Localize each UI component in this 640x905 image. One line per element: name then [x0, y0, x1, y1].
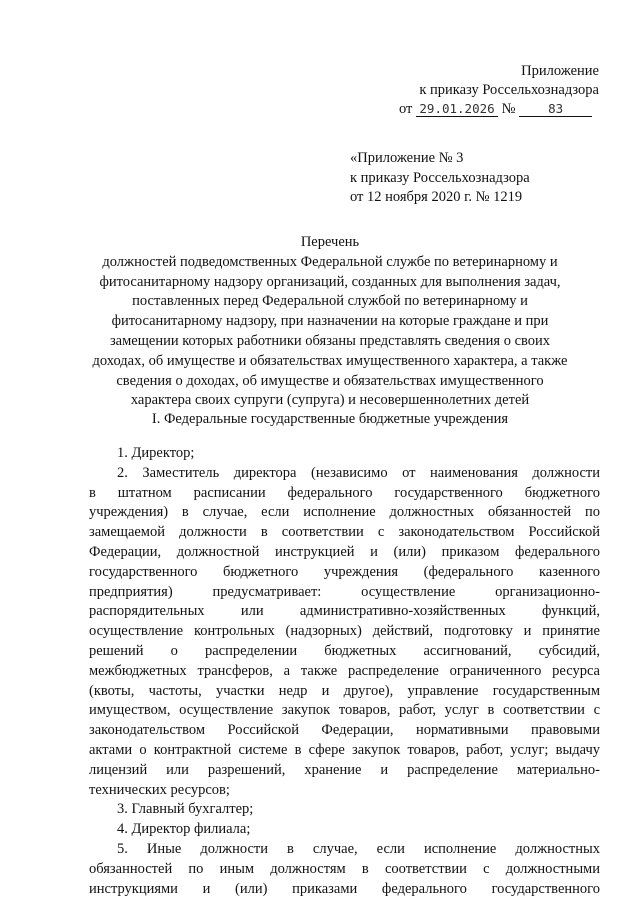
title-line: характера своих супруги (супруга) и несовершеннолетних детей [130, 392, 530, 409]
list-item-line: распорядительных или административно-хозяйственных функций, [89, 603, 600, 620]
list-item-line: имуществом, осуществление закупок товаров, работ, услуг в соответствии с [89, 702, 600, 719]
list-item-line: технических ресурсов; [89, 781, 230, 798]
title-heading: Перечень [300, 234, 360, 250]
positions-list [89, 444, 600, 899]
section-heading: I. Федеральные государственные бюджетные учреждения [151, 411, 509, 427]
title-line: поставленных перед Федеральной службой по ветеринарному и [132, 293, 528, 310]
number-prefix: № [501, 101, 516, 117]
list-item-line: обязанностей по иным должностям в соответствии с должностными [89, 860, 600, 877]
order-date-number-line [399, 100, 599, 119]
list-item: 1. Директор; [117, 445, 195, 461]
list-item-line: лицензий или разрешений, хранение и распределение материально- [89, 761, 600, 778]
appendix-ref-line: «Приложение № 3 [350, 150, 464, 166]
list-item-line: 5. Иные должности в случае, если исполнение должностных [117, 840, 600, 857]
document-title [80, 233, 580, 411]
appendix-reference-block [350, 149, 530, 208]
list-item-line: законодательством Российской Федерации, нормативными правовыми [89, 722, 600, 739]
appendix-ref-line: от 12 ноября 2020 г. № 1219 [350, 189, 523, 205]
order-date: 29.01.2026 [416, 101, 498, 117]
list-item-line: инструкциями и (или) приказами федерального государственного [89, 880, 600, 897]
list-item-line: в штатном расписании федерального государственного бюджетного [89, 484, 600, 501]
title-line: фитосанитарному надзору организаций, созданных для выполнения задач, [99, 273, 561, 290]
list-item-line: предприятия) предусматривает: осуществление организационно- [89, 583, 600, 600]
appendix-title: Приложение [521, 63, 599, 79]
approval-block [399, 62, 599, 119]
list-item-line: (квоты, частоты, участки недр и другое), управление государственным [89, 682, 600, 699]
appendix-ref-line: к приказу Россельхознадзора [350, 169, 530, 186]
title-line: должностей подведомственных Федеральной службе по ветеринарному и [102, 253, 558, 270]
list-item-line: Федерации, должностной инструкцией и (или) приказом федерального [89, 543, 600, 560]
title-line: замещении которых работники обязаны представлять сведения о своих [109, 332, 551, 349]
title-line: фитосанитарному надзору, при назначении на которые граждане и при [111, 313, 549, 330]
list-item-line: учреждения) в случае, если исполнение должностных обязанностей по [89, 504, 600, 521]
list-item-line: актами о контрактной системе в сфере закупок товаров, работ, услуг; выдачу [89, 741, 600, 758]
date-prefix: от [399, 101, 413, 117]
list-item-line: 2. Заместитель директора (независимо от наименования должности [117, 464, 600, 481]
title-line: сведения о доходах, об имуществе и обязательствах имущественного [116, 372, 544, 389]
order-number: 83 [519, 101, 592, 117]
list-item: 3. Главный бухгалтер; [117, 801, 254, 818]
list-item-line: замещаемой должности в соответствии с законодательством Российской [89, 524, 600, 541]
list-item-line: решений о распределении бюджетных ассигнований, субсидий, [89, 642, 600, 659]
list-item: 4. Директор филиала; [117, 821, 251, 838]
list-item-line: государственного бюджетного учреждения (федерального казенного [89, 563, 600, 580]
list-item-line: осуществление контрольных (надзорных) действий, подготовку и принятие [89, 623, 600, 640]
order-reference: к приказу Россельхознадзора [419, 82, 599, 98]
title-line: доходах, об имуществе и обязательствах имущественного характера, а также [92, 352, 568, 369]
list-item-line: межбюджетных трансферов, а также распределение ограниченного ресурса [89, 662, 600, 679]
